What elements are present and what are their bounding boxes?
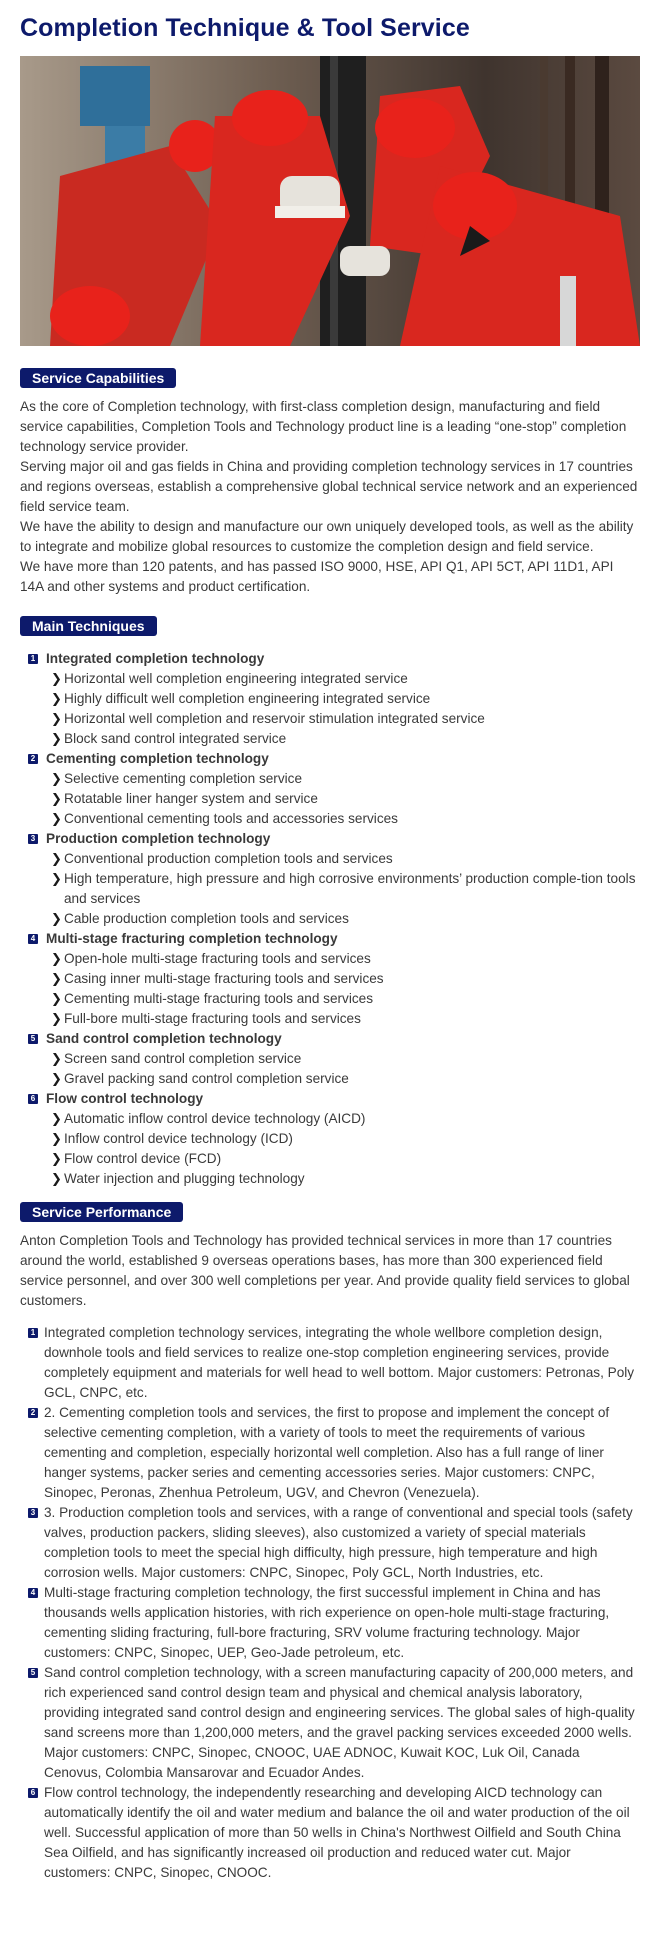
chevron-right-icon: ❯: [51, 1151, 62, 1166]
performance-text: Sand control completion technology, with a screen manufacturing capacity of 200,000 meters, and rich experienced sand control design team and physical and chemical analysis laboratory, providing integrated sand control design and engineering services. The global sales of high-quality sand screens more than 1,200,000 meters, and the gravel packing services exceeded 2000 wells. Major customers: CNPC, Sinopec, CNOOC, UAE ADNOC, Kuwait KOC, Luk Oil, Canada Cenovus, Colombia Mansarovar and Ecuador Andes.: [44, 1665, 635, 1780]
number-badge-icon: 1: [28, 654, 38, 664]
technique-sub-item: ❯ Flow control device (FCD): [20, 1149, 640, 1169]
technique-item: [20, 829, 640, 929]
performance-list: [20, 1323, 640, 1883]
capabilities-section: [20, 368, 640, 597]
technique-sub-item: ❯ Gravel packing sand control completion service: [20, 1069, 640, 1089]
chevron-right-icon: ❯: [51, 711, 62, 726]
chevron-right-icon: ❯: [51, 911, 62, 926]
number-badge-icon: 2: [28, 1408, 38, 1418]
number-badge-icon: 4: [28, 934, 38, 944]
performance-badge: Service Performance: [20, 1202, 183, 1222]
chevron-right-icon: ❯: [51, 971, 62, 986]
technique-sub-item: ❯ Automatic inflow control device technology (AICD): [20, 1109, 640, 1129]
techniques-section: [20, 616, 640, 1189]
chevron-right-icon: ❯: [51, 1171, 62, 1186]
technique-item: [20, 1089, 640, 1189]
performance-intro: Anton Completion Tools and Technology has provided technical services in more than 17 countries around the world, established 9 overseas operations bases, has more than 300 experienced field service personnel, and over 300 well completions per year. And provide quality field services to global customers.: [20, 1233, 630, 1308]
chevron-right-icon: ❯: [51, 1131, 62, 1146]
technique-sub-item: ❯ Highly difficult well completion engineering integrated service: [20, 689, 640, 709]
performance-item: [20, 1503, 640, 1583]
capabilities-text: [20, 397, 640, 597]
chevron-right-icon: ❯: [51, 811, 62, 826]
technique-item: [20, 929, 640, 1029]
technique-label: Multi-stage fracturing completion technology: [46, 931, 338, 946]
technique-sub-item: ❯ Open-hole multi-stage fracturing tools and services: [20, 949, 640, 969]
technique-sub-item: ❯ Block sand control integrated service: [20, 729, 640, 749]
performance-item: [20, 1403, 640, 1503]
technique-sub-item: ❯ Conventional cementing tools and accessories services: [20, 809, 640, 829]
page: [20, 0, 640, 1883]
capabilities-paragraph: We have more than 120 patents, and has passed ISO 9000, HSE, API Q1, API 5CT, API 11D1, API 14A and other systems and product certification.: [20, 559, 614, 594]
capabilities-paragraph: We have the ability to design and manufacture our own uniquely developed tools, as well as the ability to integrate and mobilize global resources to customize the completion design and field service.: [20, 519, 634, 554]
chevron-right-icon: ❯: [51, 791, 62, 806]
technique-item: [20, 1029, 640, 1089]
capabilities-badge: Service Capabilities: [20, 368, 176, 388]
performance-text: Multi-stage fracturing completion technology, the first successful implement in China and has thousands wells application histories, with rich experience on open-hole multi-stage fracturing, cementing sliding fracturing, full-bore fracturing, SRV volume fracturing technology. Major customers: CNPC, Sinopec, UEP, Geo-Jade petroleum, etc.: [44, 1585, 610, 1660]
number-badge-icon: 2: [28, 754, 38, 764]
number-badge-icon: 3: [28, 1508, 38, 1518]
chevron-right-icon: ❯: [51, 1051, 62, 1066]
technique-sub-item: ❯ Casing inner multi-stage fracturing tools and services: [20, 969, 640, 989]
technique-label: Integrated completion technology: [46, 651, 265, 666]
chevron-right-icon: ❯: [51, 1071, 62, 1086]
chevron-right-icon: ❯: [51, 991, 62, 1006]
number-badge-icon: 6: [28, 1094, 38, 1104]
number-badge-icon: 3: [28, 834, 38, 844]
technique-sub-item: ❯ Rotatable liner hanger system and service: [20, 789, 640, 809]
technique-sub-item: ❯ Selective cementing completion service: [20, 769, 640, 789]
number-badge-icon: 4: [28, 1588, 38, 1598]
performance-item: [20, 1323, 640, 1403]
number-badge-icon: 5: [28, 1668, 38, 1678]
technique-sub-item: ❯ Horizontal well completion and reservoir stimulation integrated service: [20, 709, 640, 729]
oilfield-workers-photo-icon: [20, 56, 640, 346]
capabilities-paragraph: As the core of Completion technology, with first-class completion design, manufacturing and field service capabilities, Completion Tools and Technology product line is a leading “one-stop” completion technology service provider.: [20, 399, 627, 454]
capabilities-paragraph: Serving major oil and gas fields in China and providing completion technology services in 17 countries and regions overseas, establish a comprehensive global technical service network and an experienced field service team.: [20, 459, 638, 514]
technique-sub-item: ❯ Inflow control device technology (ICD): [20, 1129, 640, 1149]
technique-label: Cementing completion technology: [46, 751, 269, 766]
technique-sub-item: ❯ Cementing multi-stage fracturing tools and services: [20, 989, 640, 1009]
technique-label: Production completion technology: [46, 831, 271, 846]
technique-sub-item: ❯ Screen sand control completion service: [20, 1049, 640, 1069]
chevron-right-icon: ❯: [51, 951, 62, 966]
number-badge-icon: 5: [28, 1034, 38, 1044]
performance-section: [20, 1202, 640, 1883]
chevron-right-icon: ❯: [51, 871, 62, 886]
technique-item: [20, 649, 640, 749]
performance-text: Flow control technology, the independently researching and developing AICD technology can automatically identify the oil and water medium and balance the oil and water production of the oil well. Successful application of more than 50 wells in China's Northwest Oilfield and South China Sea Oilfield, and has significantly increased oil production and reduced water cut. Major customers: CNPC, Sinopec, CNOOC.: [44, 1785, 630, 1880]
chevron-right-icon: ❯: [51, 1011, 62, 1026]
number-badge-icon: 1: [28, 1328, 38, 1338]
technique-sub-item: ❯ Horizontal well completion engineering integrated service: [20, 669, 640, 689]
performance-text: Integrated completion technology services, integrating the whole wellbore completion design, downhole tools and field services to realize one-stop completion engineering services, provide completely equipment and materials for well head to well bottom. Major customers: Petronas, Poly GCL, CNPC, etc.: [44, 1325, 635, 1400]
technique-sub-item: ❯ Full-bore multi-stage fracturing tools and services: [20, 1009, 640, 1029]
chevron-right-icon: ❯: [51, 1111, 62, 1126]
performance-item: [20, 1663, 640, 1783]
performance-text: 3. Production completion tools and services, with a range of conventional and special tools (safety valves, production packers, sliding sleeves), also customized a variety of special materials completion tools to meet the special high difficulty, high pressure, high temperature and high corrosion wells. Major customers: CNPC, Sinopec, Poly GCL, North Industries, etc.: [44, 1505, 633, 1580]
chevron-right-icon: ❯: [51, 851, 62, 866]
chevron-right-icon: ❯: [51, 671, 62, 686]
technique-label: Flow control technology: [46, 1091, 204, 1106]
performance-item: [20, 1783, 640, 1883]
techniques-badge: Main Techniques: [20, 616, 157, 636]
technique-sub-item: ❯ Water injection and plugging technology: [20, 1169, 640, 1189]
technique-item: [20, 749, 640, 829]
technique-sub-item: ❯ Conventional production completion tools and services: [20, 849, 640, 869]
technique-sub-item: ❯ High temperature, high pressure and high corrosive environments’ production comple-tion tools and services: [51, 871, 636, 906]
techniques-list: [20, 649, 640, 1189]
number-badge-icon: 6: [28, 1788, 38, 1798]
technique-sub-item: ❯ Cable production completion tools and services: [20, 909, 640, 929]
performance-item: [20, 1583, 640, 1663]
chevron-right-icon: ❯: [51, 731, 62, 746]
technique-label: Sand control completion technology: [46, 1031, 282, 1046]
performance-text: 2. Cementing completion tools and services, the first to propose and implement the concept of selective cementing completion, with a variety of tools to meet the requirements of various cementing and completion, especially horizontal well completion. Also has a full range of liner hanger systems, packer series and cementing accessories series. Major customers: CNPC, Sinopec, Peronas, Zhenhua Petroleum, UGV, and Chevron (Venezuela).: [44, 1405, 610, 1500]
page-title: Completion Technique & Tool Service: [20, 14, 470, 42]
chevron-right-icon: ❯: [51, 771, 62, 786]
chevron-right-icon: ❯: [51, 691, 62, 706]
hero-image: [20, 56, 640, 346]
